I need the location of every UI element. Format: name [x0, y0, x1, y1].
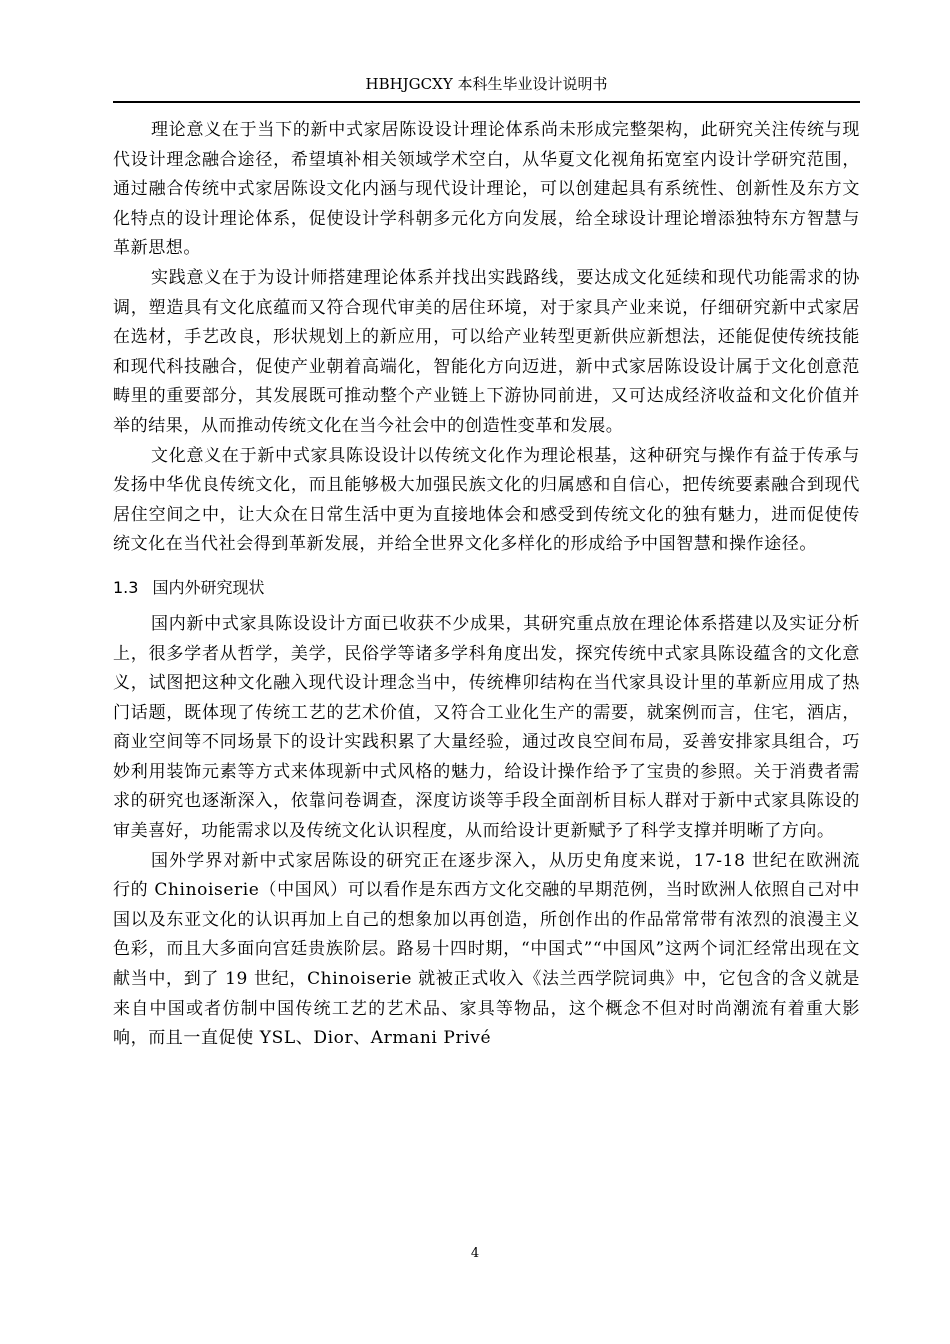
section-title: 国内外研究现状: [152, 577, 265, 597]
paragraph-foreign-research: 国外学界对新中式家居陈设的研究正在逐步深入，从历史角度来说，17-18 世纪在欧洲流行的 Chinoiserie（中国风）可以看作是东西方文化交融的早期范例，当时欧洲人依照自己对中国以及东亚文化的认识再加上自己的想象加以再创造，所创作出的作品常常带有浓烈的浪漫主义色彩，而且大多面向宫廷贵族阶层。路易十四时期，“中国式”“中国风”这两个词汇经常出现在文献当中，到了 19 世纪，Chinoiserie 就被正式收入《法兰西学院词典》中，它包含的含义就是来自中国或者仿制中国传统工艺的艺术品、家具等物品，这个概念不但对时尚潮流有着重大影响，而且一直促使 YSL、Dior、Armani Privé: [113, 850, 860, 1049]
page-number: 4: [470, 1246, 480, 1261]
header-divider: [113, 101, 860, 103]
paragraph-theoretical-significance: 理论意义在于当下的新中式家居陈设设计理论体系尚未形成完整架构，此研究关注传统与现代设计理念融合途径，希望填补相关领域学术空白，从华夏文化视角拓宽室内设计学研究范围，通过融合传统中式家居陈设文化内涵与现代设计理论，可以创建起具有系统性、创新性及东方文化特点的设计理论体系，促使设计学科朝多元化方向发展，给全球设计理论增添独特东方智慧与革新思想。: [113, 120, 860, 259]
paragraph-cultural-significance: 文化意义在于新中式家具陈设设计以传统文化作为理论根基，这种研究与操作有益于传承与发扬中华优良传统文化，而且能够极大加强民族文化的归属感和自信心，把传统要素融合到现代居住空间之中，让大众在日常生活中更为直接地体会和感受到传统文化的独有魅力，进而促使传统文化在当代社会得到革新发展，并给全世界文化多样化的形成给予中国智慧和操作途径。: [113, 445, 860, 555]
section-heading: [113, 576, 860, 600]
paragraph-practical-significance: 实践意义在于为设计师搭建理论体系并找出实践路线，要达成文化延续和现代功能需求的协调，塑造具有文化底蕴而又符合现代审美的居住环境，对于家具产业来说，仔细研究新中式家居在选材，手艺改良，形状规划上的新应用，可以给产业转型更新供应新想法，还能促使传统技能和现代科技融合，促使产业朝着高端化，智能化方向迈进，新中式家居陈设设计属于文化创意范畴里的重要部分，其发展既可推动整个产业链上下游协同前进，又可达成经济收益和文化价值并举的结果，从而推动传统文化在当今社会中的创造性变革和发展。: [113, 267, 860, 436]
paragraph-domestic-research: 国内新中式家具陈设设计方面已收获不少成果，其研究重点放在理论体系搭建以及实证分析上，很多学者从哲学，美学，民俗学等诸多学科角度出发，探究传统中式家具陈设蕴含的文化意义，试图把这种文化融入现代设计理念当中，传统榫卯结构在当代家具设计里的革新应用成了热门话题，既体现了传统工艺的艺术价值，又符合工业化生产的需要，就案例而言，住宅，酒店，商业空间等不同场景下的设计实践积累了大量经验，通过改良空间布局，妥善安排家具组合，巧妙利用装饰元素等方式来体现新中式风格的魅力，给设计操作给予了宝贵的参照。关于消费者需求的研究也逐渐深入，依靠问卷调查，深度访谈等手段全面剖析目标人群对于新中式家具陈设的审美喜好，功能需求以及传统文化认识程度，从而给设计更新赋予了科学支撑并明晰了方向。: [113, 613, 860, 842]
section-number: 1.3: [113, 577, 139, 597]
running-header: HBHJGCXY 本科生毕业设计说明书: [365, 75, 608, 93]
page-body: [113, 116, 860, 1054]
